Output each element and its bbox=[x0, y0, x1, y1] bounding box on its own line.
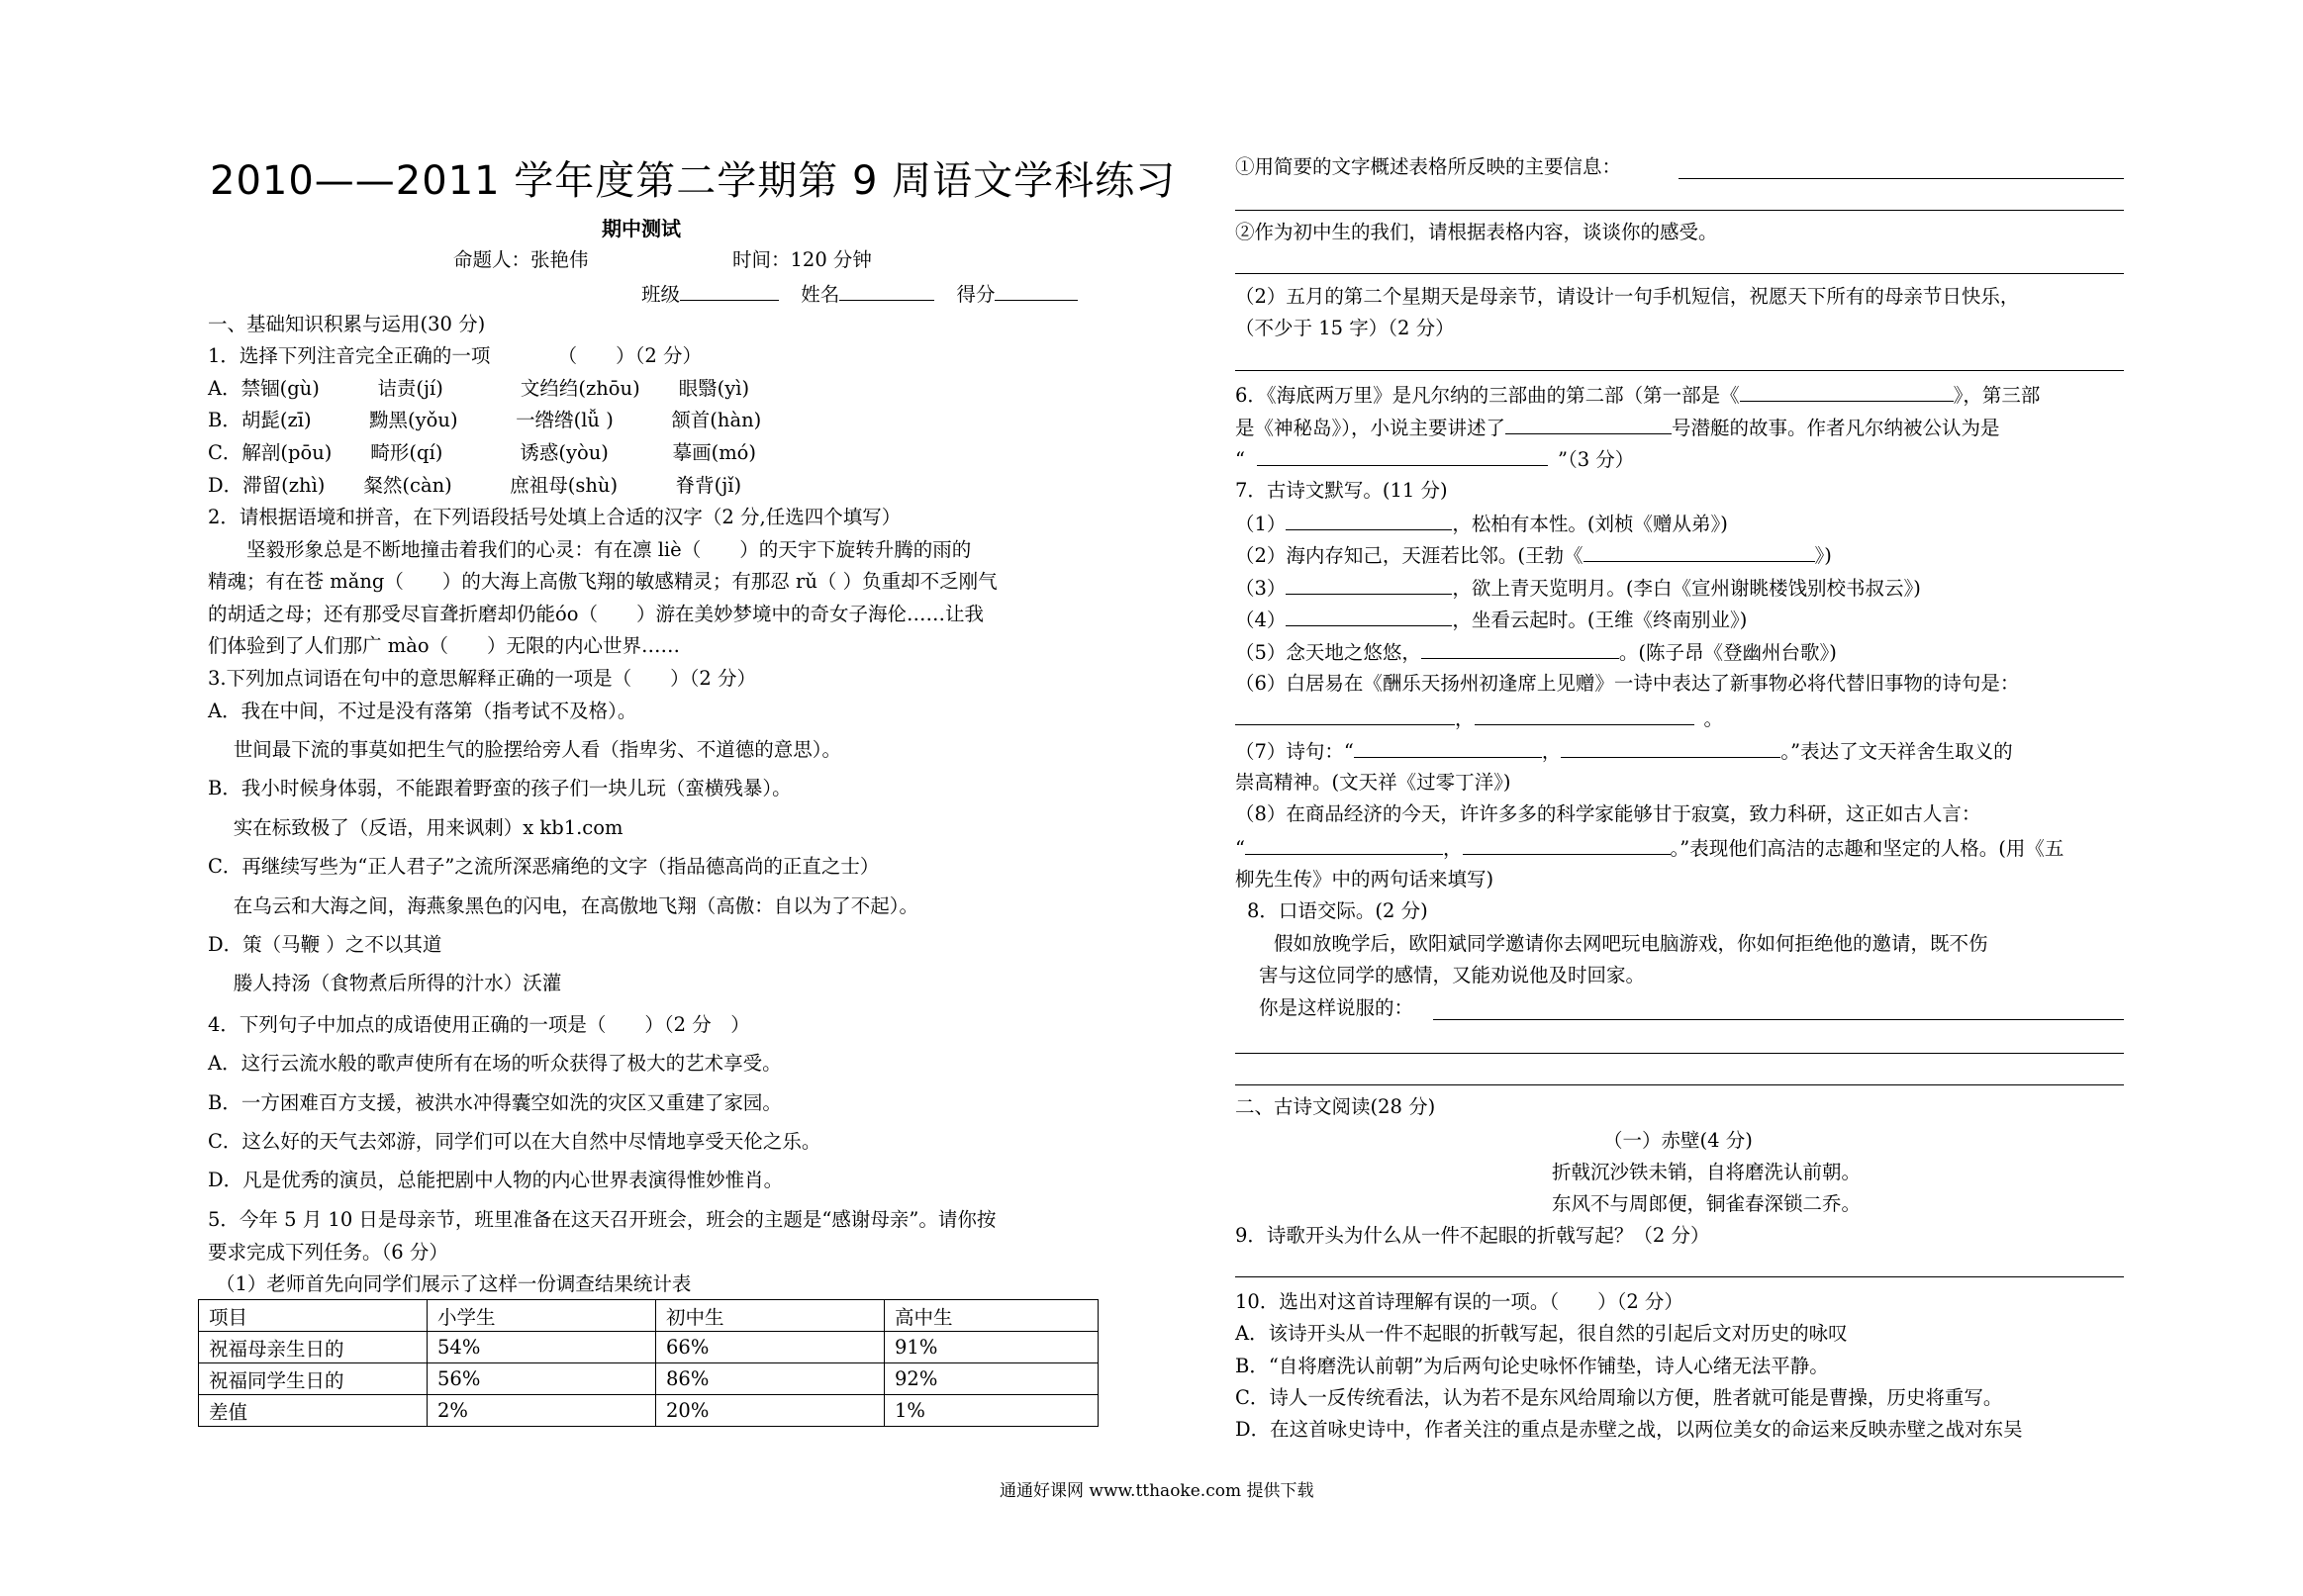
item-number: （3） bbox=[1235, 577, 1287, 600]
poem-text: 。”表达了文天祥舍生取义的 bbox=[1780, 740, 2013, 763]
question-line: 9．诗歌开头为什么从一件不起眼的折戟写起？（2 分） bbox=[1235, 1224, 1710, 1247]
answer-blank[interactable] bbox=[1257, 445, 1548, 466]
answer-line[interactable] bbox=[1235, 273, 2124, 274]
table-cell: 差值 bbox=[199, 1395, 428, 1427]
question-line: 10．选出对这首诗理解有误的一项。（ ）（2 分） bbox=[1235, 1290, 1683, 1313]
table-cell: 2% bbox=[428, 1395, 656, 1427]
table-cell: 54% bbox=[428, 1332, 656, 1363]
poem-text: 。(陈子昂《登幽州台歌》) bbox=[1618, 641, 1837, 664]
question-line: （6）白居易在《酬乐天扬州初逢席上见赠》一诗中表达了新事物必将代替旧事物的诗句是： bbox=[1235, 672, 2020, 695]
paragraph-line: 坚毅形象总是不断地撞击着我们的心灵：有在凛 liè（ ）的天宇下旋转升腾的雨的 bbox=[208, 538, 972, 561]
table-cell: 91% bbox=[885, 1332, 1099, 1363]
table-row bbox=[199, 1363, 1099, 1395]
paragraph-line: 害与这位同学的感情，又能劝说他及时回家。 bbox=[1259, 964, 1646, 986]
survey-table bbox=[198, 1299, 1099, 1427]
poem-fill-line bbox=[1235, 574, 1921, 602]
section-1-heading: 一、基础知识积累与运用(30 分) bbox=[208, 313, 486, 335]
option-line: A．这行云流水般的歌声使所有在场的听众获得了极大的艺术享受。 bbox=[208, 1052, 782, 1075]
question-line: 4．下列句子中加点的成语使用正确的一项是（ ）（2 分 ） bbox=[208, 1013, 750, 1036]
table-cell: 66% bbox=[656, 1332, 885, 1363]
poem-fill-line bbox=[1235, 606, 1747, 633]
question-line: 1．选择下列注音完全正确的一项 （ ）（2 分） bbox=[208, 344, 703, 367]
option-line: B．一方困难百方支援，被洪水冲得囊空如洗的灾区又重建了家园。 bbox=[208, 1091, 782, 1114]
table-cell: 1% bbox=[885, 1395, 1099, 1427]
table-cell: 祝福同学生日的 bbox=[199, 1363, 428, 1395]
paragraph-line: 精魂；有在苍 mǎng（ ）的大海上高傲飞翔的敏感精灵；有那忍 rǔ（ ）负重却不乏刚气 bbox=[208, 570, 998, 593]
answer-blank[interactable] bbox=[1245, 834, 1443, 855]
section-2-heading: 二、古诗文阅读(28 分) bbox=[1235, 1095, 1436, 1118]
question-text: ”（3 分） bbox=[1557, 448, 1635, 471]
answer-line[interactable] bbox=[1235, 1053, 2124, 1054]
student-info-row bbox=[641, 280, 1078, 308]
question-text: 6．《海底两万里》是凡尔纳的三部曲的第二部（第一部是《 bbox=[1235, 384, 1740, 407]
option-line: C．解剖(pōu) 畸形(qí) 诱惑(yòu) 摹画(mó) bbox=[208, 441, 757, 464]
table-header-cell: 初中生 bbox=[656, 1300, 885, 1332]
answer-blank[interactable] bbox=[1421, 638, 1619, 659]
option-line: B．我小时候身体弱，不能跟着野蛮的孩子们一块儿玩（蛮横残暴）。 bbox=[208, 777, 792, 799]
poem-text: ，松柏有本性。(刘桢《赠从弟》) bbox=[1452, 513, 1728, 535]
question-line: 崇高精神。(文天祥《过零丁洋》) bbox=[1235, 771, 1511, 794]
answer-blank[interactable] bbox=[1286, 606, 1452, 626]
poem-fill-line bbox=[1235, 541, 1832, 569]
option-line: C．这么好的天气去郊游，同学们可以在大自然中尽情地享受天伦之乐。 bbox=[208, 1130, 821, 1153]
poem-line: 折戟沉沙铁未销，自将磨洗认前朝。 bbox=[1552, 1161, 1862, 1183]
table-header-cell: 高中生 bbox=[885, 1300, 1099, 1332]
question-text: 号潜艇的故事。作者凡尔纳被公认为是 bbox=[1672, 417, 2000, 439]
answer-line[interactable] bbox=[1235, 1084, 2124, 1085]
option-line: B．胡髭(zī) 黝黑(yǒu) 一绺绺(lǚ ) 颔首(hàn) bbox=[208, 409, 762, 431]
class-label: 班级 bbox=[641, 283, 681, 306]
poem-text: （5）念天地之悠悠， bbox=[1235, 641, 1421, 664]
name-blank[interactable] bbox=[839, 280, 934, 301]
question-line: 3.下列加点词语在句中的意思解释正确的一项是（ ）（2 分） bbox=[208, 667, 756, 690]
answer-line[interactable] bbox=[1235, 1276, 2124, 1277]
table-cell: 86% bbox=[656, 1363, 885, 1395]
answer-blank[interactable] bbox=[1583, 541, 1815, 562]
poem-line: 东风不与周郎便，铜雀春深锁二乔。 bbox=[1552, 1192, 1862, 1215]
question-line: 8．口语交际。(2 分) bbox=[1247, 899, 1428, 922]
option-line: 在乌云和大海之间，海燕象黑色的闪电，在高傲地飞翔（高傲：自以为了不起）。 bbox=[208, 894, 918, 917]
option-line: C．诗人一反传统看法，认为若不是东风给周瑜以方便，胜者就可能是曹操，历史将重写。 bbox=[1235, 1386, 2003, 1409]
answer-blank[interactable] bbox=[1463, 834, 1671, 855]
poem-text: 》) bbox=[1814, 544, 1832, 567]
option-line: 世间最下流的事莫如把生气的脸摆给旁人看（指卑劣、不道德的意思）。 bbox=[208, 738, 841, 761]
option-line: D．滞留(zhì) 粲然(càn) 庶祖母(shù) 脊背(jǐ) bbox=[208, 474, 742, 497]
poem-fill-line bbox=[1235, 704, 1723, 732]
page-title: 2010——2011 学年度第二学期第 9 周语文学科练习 bbox=[210, 158, 1177, 204]
table-cell: 祝福母亲生日的 bbox=[199, 1332, 428, 1363]
answer-blank[interactable] bbox=[1475, 704, 1694, 725]
option-line: 媵人持汤（食物煮后所得的汁水）沃灌 bbox=[208, 972, 562, 994]
punctuation: ， bbox=[1442, 837, 1463, 860]
question-line: 你是这样说服的： bbox=[1259, 996, 1414, 1019]
table-cell: 20% bbox=[656, 1395, 885, 1427]
question-line: ②作为初中生的我们，请根据表格内容，谈谈你的感受。 bbox=[1235, 221, 1718, 243]
table-cell: 56% bbox=[428, 1363, 656, 1395]
punctuation: ， bbox=[1541, 740, 1562, 763]
option-line: D．在这首咏史诗中，作者关注的重点是赤壁之战，以两位美女的命运来反映赤壁之战对东吴 bbox=[1235, 1418, 2023, 1441]
option-line: A．我在中间，不过是没有落第（指考试不及格）。 bbox=[208, 700, 637, 722]
poem-title: （一）赤壁(4 分) bbox=[1603, 1129, 1753, 1152]
class-blank[interactable] bbox=[680, 280, 779, 301]
question-line: （不少于 15 字）（2 分） bbox=[1235, 317, 1455, 339]
time-text: 时间：120 分钟 bbox=[732, 248, 872, 271]
answer-blank[interactable] bbox=[1561, 737, 1780, 758]
option-line: B．“自将磨洗认前朝”为后两句论史咏怀作铺垫，诗人心绪无法平静。 bbox=[1235, 1355, 1829, 1377]
option-line: C．再继续写些为“正人君子”之流所深恶痛绝的文字（指品德高尚的正直之士） bbox=[208, 855, 880, 878]
answer-line[interactable] bbox=[1235, 210, 2124, 211]
answer-blank[interactable] bbox=[1286, 574, 1452, 595]
name-label: 姓名 bbox=[801, 283, 840, 306]
question-6-line-2 bbox=[1235, 414, 2000, 441]
question-text: “ bbox=[1235, 448, 1245, 471]
question-line: 5．今年 5 月 10 日是母亲节，班里准备在这天召开班会，班会的主题是“感谢母亲”。请你按 bbox=[208, 1208, 997, 1231]
option-line: 实在标致极了（反语，用来讽刺）x kb1.com bbox=[208, 816, 624, 839]
poem-text: （2）海内存知己，天涯若比邻。(王勃《 bbox=[1235, 544, 1583, 567]
table-cell: 92% bbox=[885, 1363, 1099, 1395]
question-6-line-3 bbox=[1235, 445, 1634, 473]
table-row bbox=[199, 1332, 1099, 1363]
item-number: （4） bbox=[1235, 609, 1287, 631]
poem-fill-line bbox=[1235, 638, 1837, 666]
table-header-row bbox=[199, 1300, 1099, 1332]
poem-text: ，欲上青天览明月。(李白《宣州谢眺楼饯别校书叔云》) bbox=[1452, 577, 1921, 600]
question-text: 》，第三部 bbox=[1953, 384, 2041, 407]
score-label: 得分 bbox=[956, 283, 996, 306]
score-blank[interactable] bbox=[995, 280, 1078, 301]
table-header-cell: 小学生 bbox=[428, 1300, 656, 1332]
footer-text: 通通好课网 www.tthaoke.com 提供下载 bbox=[1000, 1481, 1314, 1501]
answer-line[interactable] bbox=[1679, 178, 2124, 179]
answer-line[interactable] bbox=[1235, 370, 2124, 371]
paragraph-line: 的胡适之母；还有那受尽盲聋折磨却仍能óo（ ）游在美妙梦境中的奇女子海伦……让我 bbox=[208, 603, 984, 625]
item-number: （1） bbox=[1235, 513, 1287, 535]
question-line: （8）在商品经济的今天，许许多多的科学家能够甘于寂寞，致力科研，这正如古人言： bbox=[1235, 802, 1981, 825]
answer-line[interactable] bbox=[1433, 1019, 2124, 1020]
punctuation: “ bbox=[1235, 837, 1245, 860]
page-subtitle: 期中测试 bbox=[602, 217, 681, 240]
question-line: 7．古诗文默写。(11 分) bbox=[1235, 479, 1448, 502]
answer-blank[interactable] bbox=[1354, 737, 1542, 758]
option-line: A．禁锢(gù) 诘责(jí) 文绉绉(zhōu) 眼翳(yì) bbox=[208, 377, 750, 400]
question-line: （1）老师首先向同学们展示了这样一份调查结果统计表 bbox=[216, 1272, 692, 1295]
poem-text: ，坐看云起时。(王维《终南别业》) bbox=[1452, 609, 1748, 631]
table-row bbox=[199, 1395, 1099, 1427]
question-line: ①用简要的文字概述表格所反映的主要信息： bbox=[1235, 155, 1622, 178]
question-line: 要求完成下列任务。（6 分） bbox=[208, 1241, 448, 1264]
punctuation: 。 bbox=[1703, 707, 1724, 730]
paragraph-line: 们体验到了人们那广 mào（ ）无限的内心世界…… bbox=[208, 634, 681, 657]
poem-fill-line bbox=[1235, 737, 2013, 765]
table-header-cell: 项目 bbox=[199, 1300, 428, 1332]
question-line: （2）五月的第二个星期天是母亲节，请设计一句手机短信，祝愿天下所有的母亲节日快乐， bbox=[1235, 285, 2020, 308]
answer-blank[interactable] bbox=[1505, 414, 1672, 434]
question-6-line-1 bbox=[1235, 381, 2040, 409]
answer-blank[interactable] bbox=[1740, 381, 1954, 402]
poem-fill-line bbox=[1235, 510, 1728, 537]
option-line: A．该诗开头从一件不起眼的折戟写起，很自然的引起后文对历史的咏叹 bbox=[1235, 1322, 1848, 1345]
question-line: 2．请根据语境和拼音，在下列语段括号处填上合适的汉字（2 分,任选四个填写） bbox=[208, 506, 902, 528]
option-line: D．凡是优秀的演员，总能把剧中人物的内心世界表演得惟妙惟肖。 bbox=[208, 1169, 784, 1191]
author-text: 命题人：张艳伟 bbox=[453, 248, 589, 271]
poem-fill-line bbox=[1235, 834, 2063, 862]
poem-text: 。”表现他们高洁的志趣和坚定的人格。(用《五 bbox=[1670, 837, 2064, 860]
option-line: D．策（马鞭 ）之不以其道 bbox=[208, 933, 442, 956]
poem-text: （7）诗句：“ bbox=[1235, 740, 1354, 763]
answer-blank[interactable] bbox=[1286, 510, 1452, 530]
answer-blank[interactable] bbox=[1235, 704, 1455, 725]
question-text: 是《神秘岛》），小说主要讲述了 bbox=[1235, 417, 1506, 439]
question-line: 柳先生传》中的两句话来填写) bbox=[1235, 868, 1494, 891]
paragraph-line: 假如放晚学后，欧阳斌同学邀请你去网吧玩电脑游戏，你如何拒绝他的邀请，既不伤 bbox=[1235, 932, 1988, 955]
punctuation: ， bbox=[1455, 707, 1475, 730]
